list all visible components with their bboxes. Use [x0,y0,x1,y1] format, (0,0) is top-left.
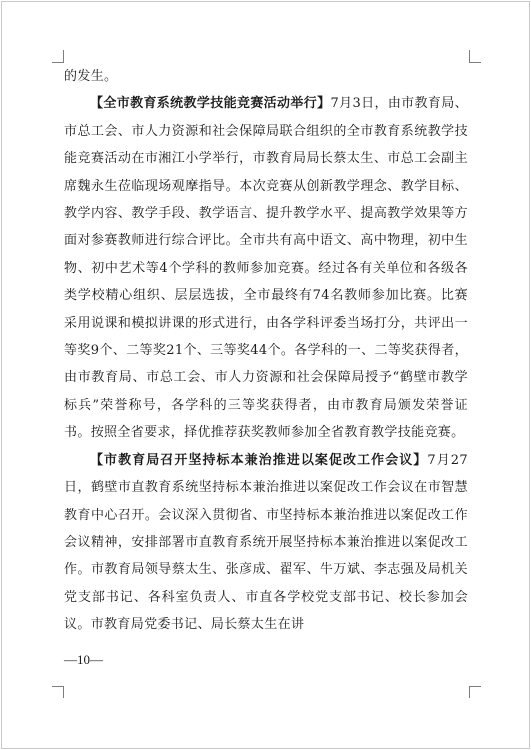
paragraph-body: 7月3日，由市教育局、市总工会、市人力资源和社会保障局联合组织的全市教育系统教学技能竞赛活动在市湘江小学举行，市教育局局长蔡太生、市总工会副主席魏永生莅临现场观摩指导。本次竞赛从创新教学理念、教学目标、教学内容、教学手段、教学语言、提升教学水平、提高教学效果等方面对参赛教师进行综合评比。全市共有高中语文、高中物理，初中生物、初中艺术等4个学科的教师参加竞赛。经过各有关单位和各级各类学校精心组织、层层选拔，全市最终有74名教师参加比赛。比赛采用说课和模拟讲课的形式进行，由各学科评委当场打分，共评出一等奖9个、二等奖21个、三等奖44个。各学科的一、二等奖获得者，由市教育局、市总工会、市人力资源和社会保障局授予“鹤壁市教学标兵”荣誉称号，各学科的三等奖获得者，由市教育局颁发荣誉证书。按照全省要求，择优推荐获奖教师参加全省教育教学技能竞赛。 [64,96,468,441]
news-paragraph [64,90,468,446]
crop-mark-bottom-right-h [469,686,481,687]
crop-mark-top-right-v [469,50,470,62]
crop-mark-bottom-left-v [63,686,64,698]
paragraph-body: 7月27日，鹤壁市直教育系统坚持标本兼治推进以案促改工作会议在市智慧教育中心召开。会议深入贯彻省、市坚持标本兼治推进以案促改工作会议精神，安排部署市直教育系统开展坚持标本兼治推进以案促改工作。市教育局领导蔡太生、张彦成、翟军、牛万斌、李志强及局机关党支部书记、各科室负责人、市直各学校党支部书记、校长参加会议。市教育局党委书记、局长蔡太生在讲 [64,452,469,633]
paragraph-heading: 【市教育局召开坚持标本兼治推进以案促改工作会议】 [90,452,428,468]
crop-mark-top-right-h [469,62,481,63]
page-number: —10— [64,652,103,667]
news-paragraph [64,447,468,639]
document-body [64,63,468,639]
crop-mark-bottom-right-v [469,686,470,698]
crop-mark-top-left-h [52,62,64,63]
lead-line: 的发生。 [64,69,118,84]
paragraph-heading: 【全市教育系统教学技能竞赛活动举行】 [90,96,331,112]
crop-mark-top-left-v [63,50,64,62]
